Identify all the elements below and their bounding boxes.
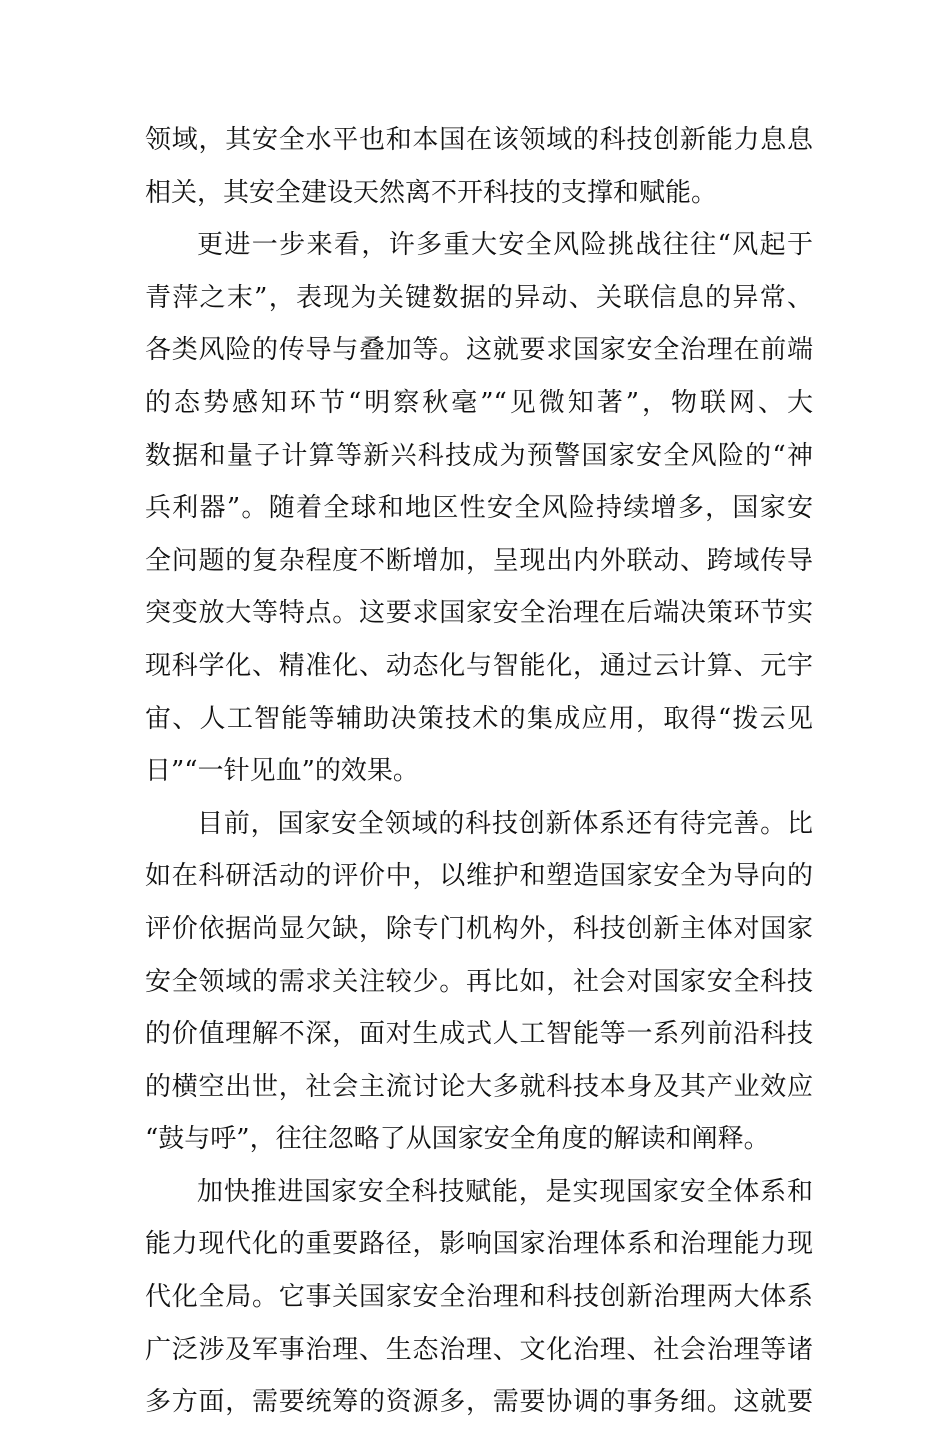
text-line: 安全领域的需求关注较少。再比如，社会对国家安全科技 [145, 966, 813, 997]
text-line: 的价值理解不深，面对生成式人工智能等一系列前沿科技 [145, 1019, 813, 1050]
text-line: 的横空出世，社会主流讨论大多就科技本身及其产业效应 [145, 1071, 813, 1102]
text-line: “鼓与呼”，往往忽略了从国家安全角度的解读和阐释。 [145, 1124, 770, 1155]
text-line: 宙、人工智能等辅助决策技术的集成应用，取得“拨云见 [145, 703, 813, 734]
text-line: 现科学化、精准化、动态化与智能化，通过云计算、元宇 [145, 650, 813, 681]
text-line: 的态势感知环节“明察秋毫”“见微知著”，物联网、大 [145, 387, 813, 418]
text-line: 如在科研活动的评价中，以维护和塑造国家安全为导向的 [145, 861, 813, 892]
text-line: 评价依据尚显欠缺，除专门机构外，科技创新主体对国家 [145, 913, 813, 944]
text-line: 广泛涉及军事治理、生态治理、文化治理、社会治理等诸 [145, 1334, 813, 1365]
document-page [145, 114, 813, 1429]
text-line: 目前，国家安全领域的科技创新体系还有待完善。比 [197, 808, 813, 839]
paragraph-1 [145, 114, 813, 219]
text-line: 兵利器”。随着全球和地区性安全风险持续增多，国家安 [145, 493, 813, 524]
paragraph-2 [145, 219, 813, 798]
text-line: 各类风险的传导与叠加等。这就要求国家安全治理在前端 [145, 335, 813, 366]
text-line: 更进一步来看，许多重大安全风险挑战往往“风起于 [197, 230, 813, 261]
text-line: 多方面，需要统筹的资源多，需要协调的事务细。这就要 [145, 1387, 813, 1418]
text-line: 领域，其安全水平也和本国在该领域的科技创新能力息息 [145, 125, 813, 155]
text-line: 代化全局。它事关国家安全治理和科技创新治理两大体系 [145, 1282, 813, 1313]
paragraph-3 [145, 798, 813, 1166]
text-line: 相关，其安全建设天然离不开科技的支撑和赋能。 [145, 177, 718, 208]
text-line: 加快推进国家安全科技赋能，是实现国家安全体系和 [197, 1176, 813, 1207]
text-line: 全问题的复杂程度不断增加，呈现出内外联动、跨域传导 [145, 545, 813, 576]
text-line: 数据和量子计算等新兴科技成为预警国家安全风险的“神 [145, 440, 813, 471]
text-line: 青萍之末”，表现为关键数据的异动、关联信息的异常、 [145, 282, 813, 313]
paragraph-4 [145, 1166, 813, 1429]
text-line: 能力现代化的重要路径，影响国家治理体系和治理能力现 [145, 1229, 813, 1260]
text-line: 突变放大等特点。这要求国家安全治理在后端决策环节实 [145, 598, 813, 629]
text-line: 日”“一针见血”的效果。 [145, 756, 419, 787]
